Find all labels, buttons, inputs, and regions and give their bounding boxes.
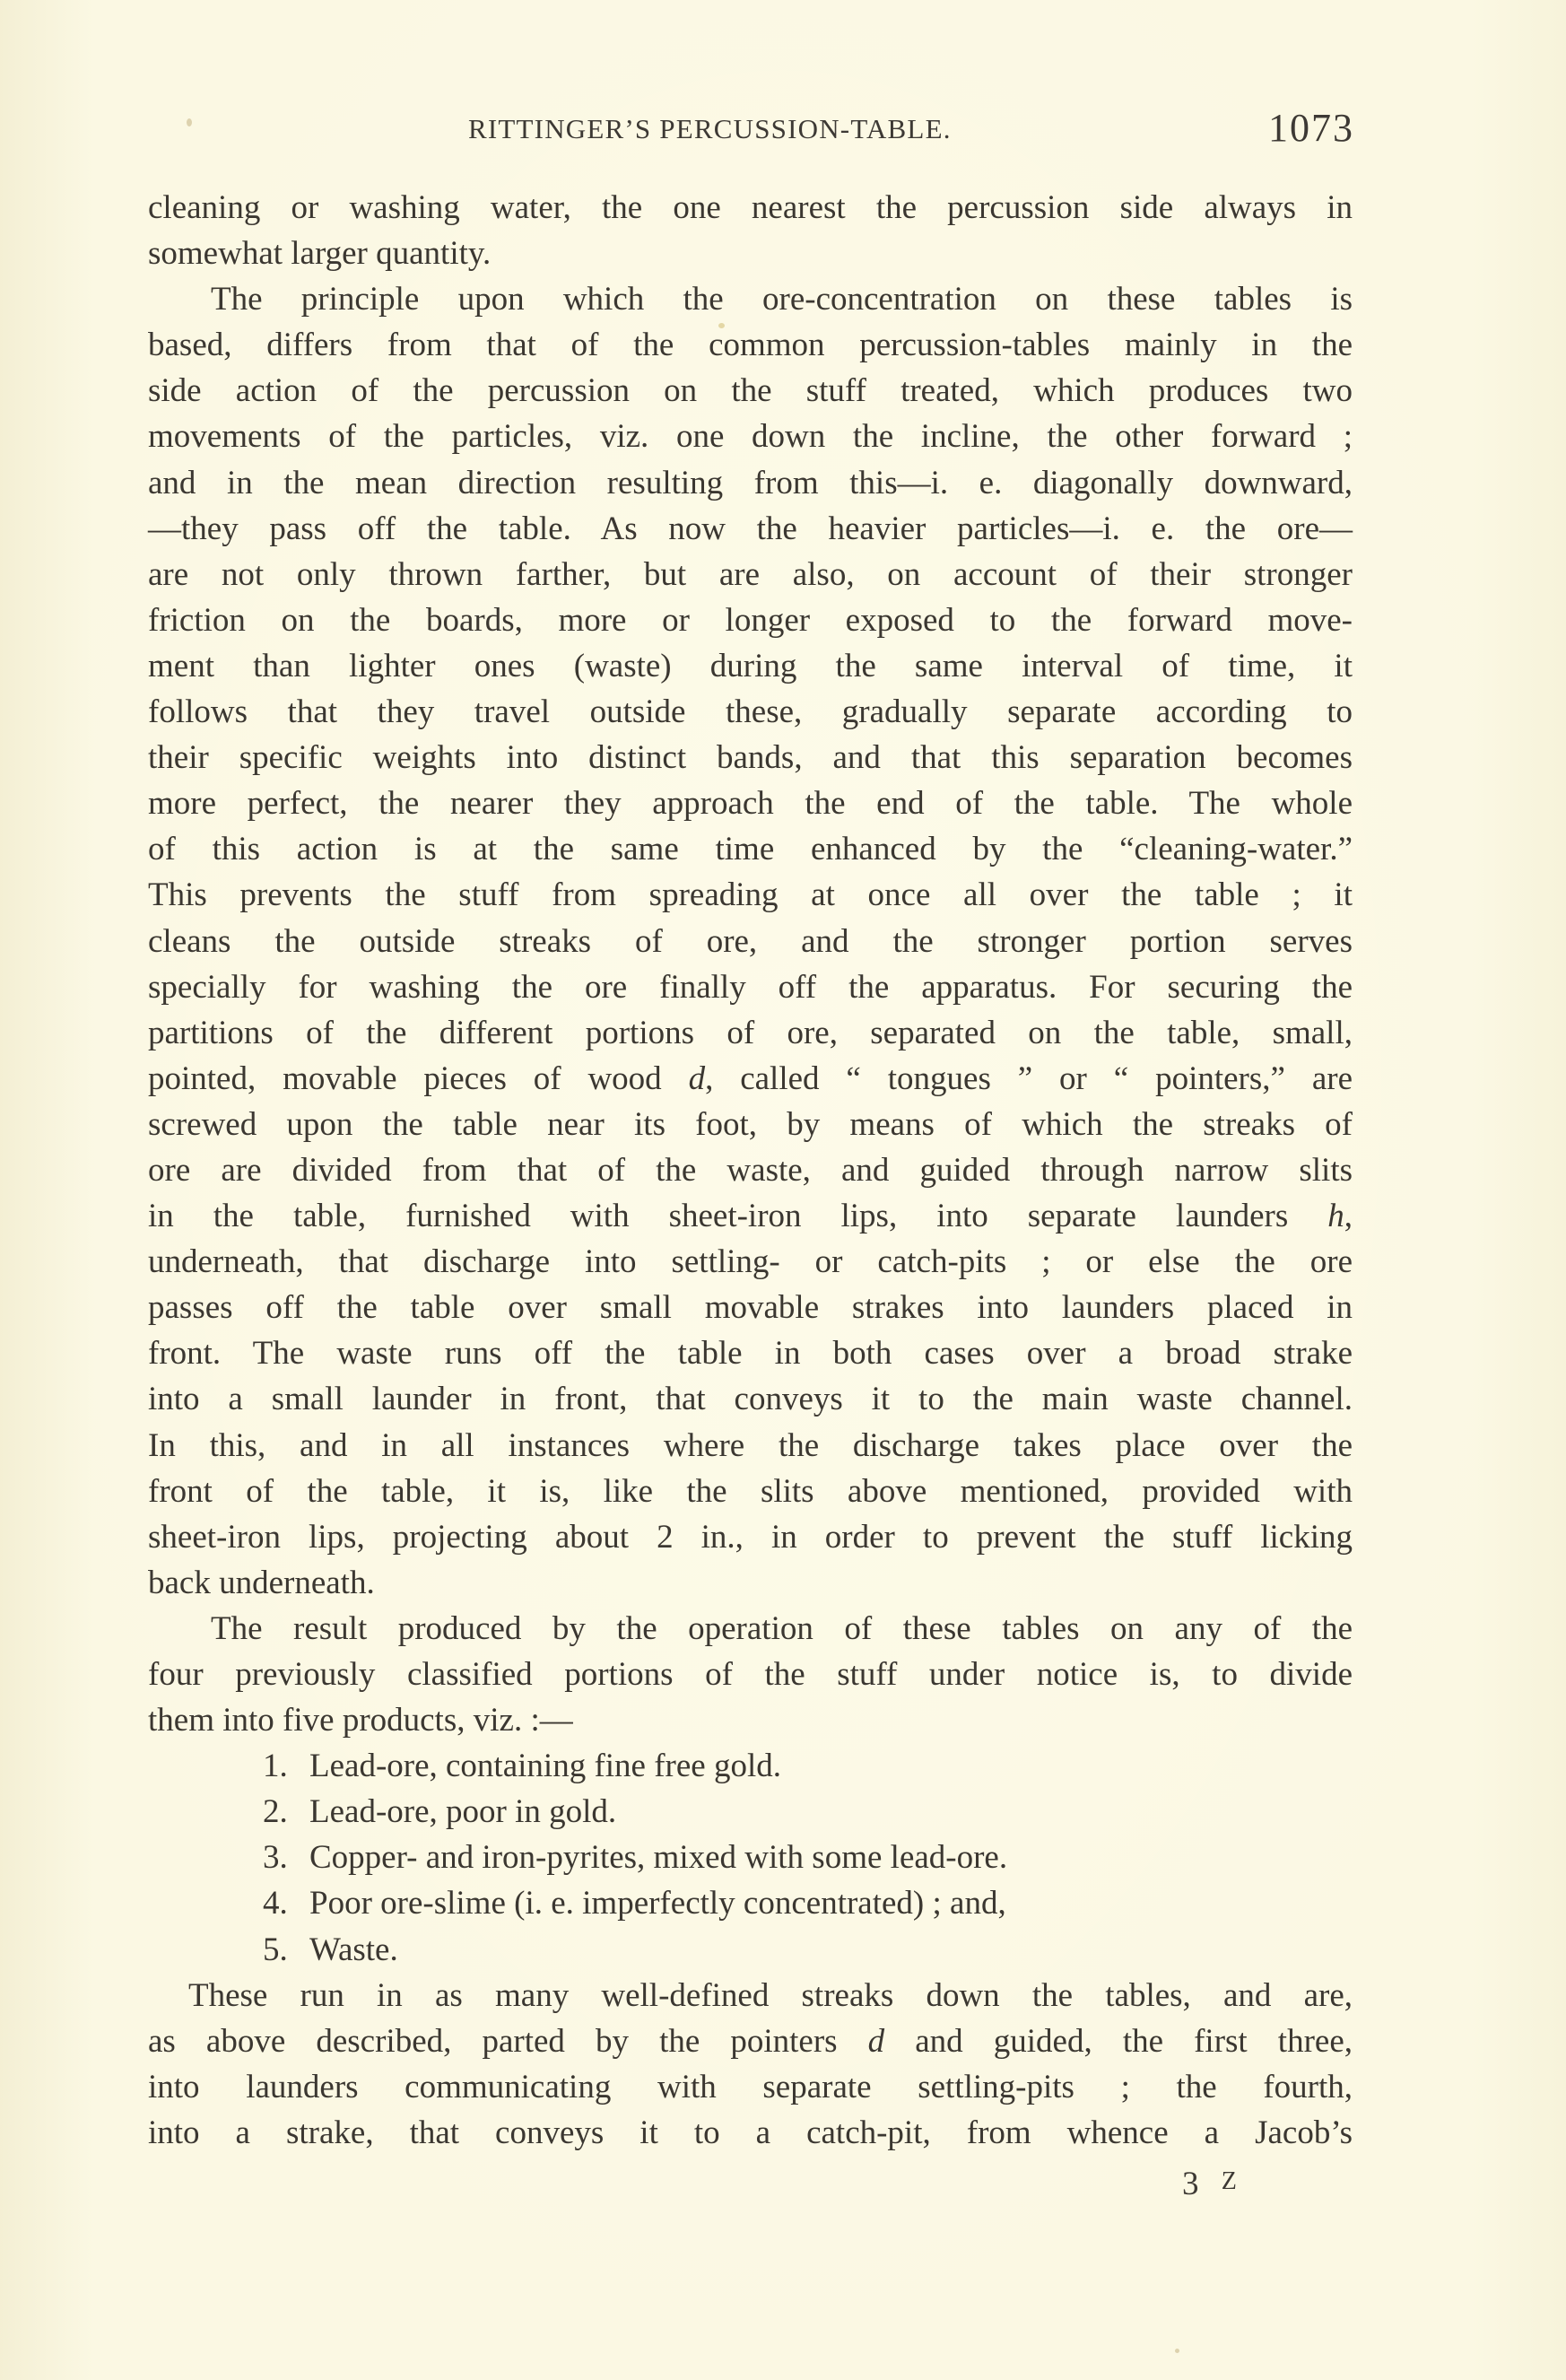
- list-item: [148, 1835, 1353, 1880]
- list-number: 2.: [263, 1793, 288, 1831]
- running-head-title: RITTINGER’S PERCUSSION-TABLE.: [468, 113, 952, 144]
- text-line: and in the mean direction resulting from this—i. e. diagonally downward,: [148, 464, 1353, 501]
- list-item: [148, 1743, 1353, 1789]
- text-line: underneath, that discharge into settling- or catch-pits ; or else the ore: [148, 1243, 1353, 1281]
- list-number: 4.: [263, 1885, 288, 1922]
- text-line: cleaning or washing water, the one nearest the percussion side always in: [148, 189, 1353, 226]
- text-line: In this, and in all instances where the discharge takes place over the: [148, 1426, 1353, 1464]
- figure-reference-h: h: [1327, 1198, 1344, 1235]
- text-segment: in the table, furnished with sheet-iron lips, into separate launders: [148, 1198, 1289, 1235]
- page-number: 1073: [1268, 106, 1354, 150]
- text-line: specially for washing the ore finally off the apparatus. For securing the: [148, 968, 1353, 1006]
- text-line: —they pass off the table. As now the heavier particles—i. e. the ore—: [148, 510, 1353, 547]
- text-line: partitions of the different portions of ore, separated on the table, small,: [148, 1014, 1353, 1051]
- paragraph-first-line: The result produced by the operation of these tables on any of the: [211, 1609, 1353, 1647]
- list-text: Waste.: [309, 1931, 398, 1968]
- text-line: ore are divided from that of the waste, and guided through narrow slits: [148, 1151, 1353, 1189]
- figure-reference-d: d: [867, 2022, 885, 2060]
- text-line: into a small launder in front, that conveys it to the main waste channel.: [148, 1381, 1353, 1418]
- text-line: their specific weights into distinct bands, and that this separation becomes: [148, 739, 1353, 777]
- text-line: friction on the boards, more or longer exposed to the forward move-: [148, 601, 1353, 639]
- list-number: 3.: [263, 1839, 288, 1877]
- text-segment: , called “ tongues ” or “ pointers,” are: [705, 1059, 1353, 1097]
- paper-speck: [187, 118, 192, 126]
- figure-reference-d: d: [688, 1059, 706, 1097]
- text-line: follows that they travel outside these, gradually separate according to: [148, 693, 1353, 731]
- text-segment: pointed, movable pieces of wood: [148, 1059, 662, 1097]
- text-line: back underneath.: [148, 1564, 375, 1601]
- signature-mark: [1182, 2164, 1244, 2202]
- paragraph-first-line: The principle upon which the ore-concentration on these tables is: [211, 281, 1353, 318]
- signature-letter: Z: [1221, 2167, 1244, 2195]
- text-line-with-figure-ref: [148, 1056, 1353, 1102]
- text-line: screwed upon the table near its foot, by means of which the streaks of: [148, 1105, 1353, 1143]
- signature-number: 3: [1182, 2166, 1206, 2202]
- paragraph-first-line: These run in as many well-defined streaks down the tables, and are,: [188, 1976, 1353, 2014]
- text-line: four previously classified portions of the stuff under notice is, to divide: [148, 1656, 1353, 1693]
- text-line: somewhat larger quantity.: [148, 235, 492, 273]
- list-text: Lead-ore, poor in gold.: [309, 1793, 617, 1831]
- list-text: Copper- and iron-pyrites, mixed with some lead-ore.: [309, 1839, 1008, 1877]
- list-text: Lead-ore, containing fine free gold.: [309, 1748, 781, 1785]
- list-item: [148, 1789, 1353, 1835]
- list-item: [148, 1927, 1353, 1973]
- list-number: 1.: [263, 1748, 288, 1785]
- text-line: them into five products, viz. :—: [148, 1702, 573, 1739]
- text-line: front. The waste runs off the table in both cases over a broad strake: [148, 1335, 1353, 1373]
- paper-speck: [1175, 2349, 1179, 2353]
- text-line: sheet-iron lips, projecting about 2 in., in order to prevent the stuff licking: [148, 1518, 1353, 1556]
- text-segment: as above described, parted by the pointers: [148, 2022, 838, 2060]
- list-item: [148, 1880, 1353, 1926]
- list-number: 5.: [263, 1931, 288, 1968]
- text-segment: ,: [1344, 1198, 1353, 1235]
- text-line: into a strake, that conveys it to a catch-pit, from whence a Jacob’s: [148, 2114, 1353, 2151]
- text-line: This prevents the stuff from spreading at once all over the table ; it: [148, 876, 1353, 914]
- text-line: cleans the outside streaks of ore, and the stronger portion serves: [148, 922, 1353, 960]
- text-line: ment than lighter ones (waste) during the same interval of time, it: [148, 647, 1353, 684]
- text-line: movements of the particles, viz. one down the incline, the other forward ;: [148, 418, 1353, 456]
- text-line: front of the table, it is, like the slits above mentioned, provided with: [148, 1472, 1353, 1510]
- text-line: passes off the table over small movable strakes into launders placed in: [148, 1289, 1353, 1327]
- text-line: are not only thrown farther, but are also, on account of their stronger: [148, 555, 1353, 593]
- text-line: side action of the percussion on the stuff treated, which produces two: [148, 372, 1353, 410]
- text-line: based, differs from that of the common percussion-tables mainly in the: [148, 327, 1353, 364]
- text-line-with-figure-ref: [148, 2018, 1353, 2064]
- text-line-with-figure-ref: [148, 1193, 1353, 1239]
- body-text: [148, 185, 1353, 2156]
- text-line: into launders communicating with separate settling-pits ; the fourth,: [148, 2068, 1353, 2105]
- text-line: of this action is at the same time enhanced by the “cleaning-water.”: [148, 831, 1353, 868]
- text-segment: and guided, the first three,: [884, 2022, 1353, 2060]
- list-text: Poor ore-slime (i. e. imperfectly concentrated) ; and,: [309, 1885, 1006, 1922]
- text-line: more perfect, the nearer they approach the end of the table. The whole: [148, 785, 1353, 823]
